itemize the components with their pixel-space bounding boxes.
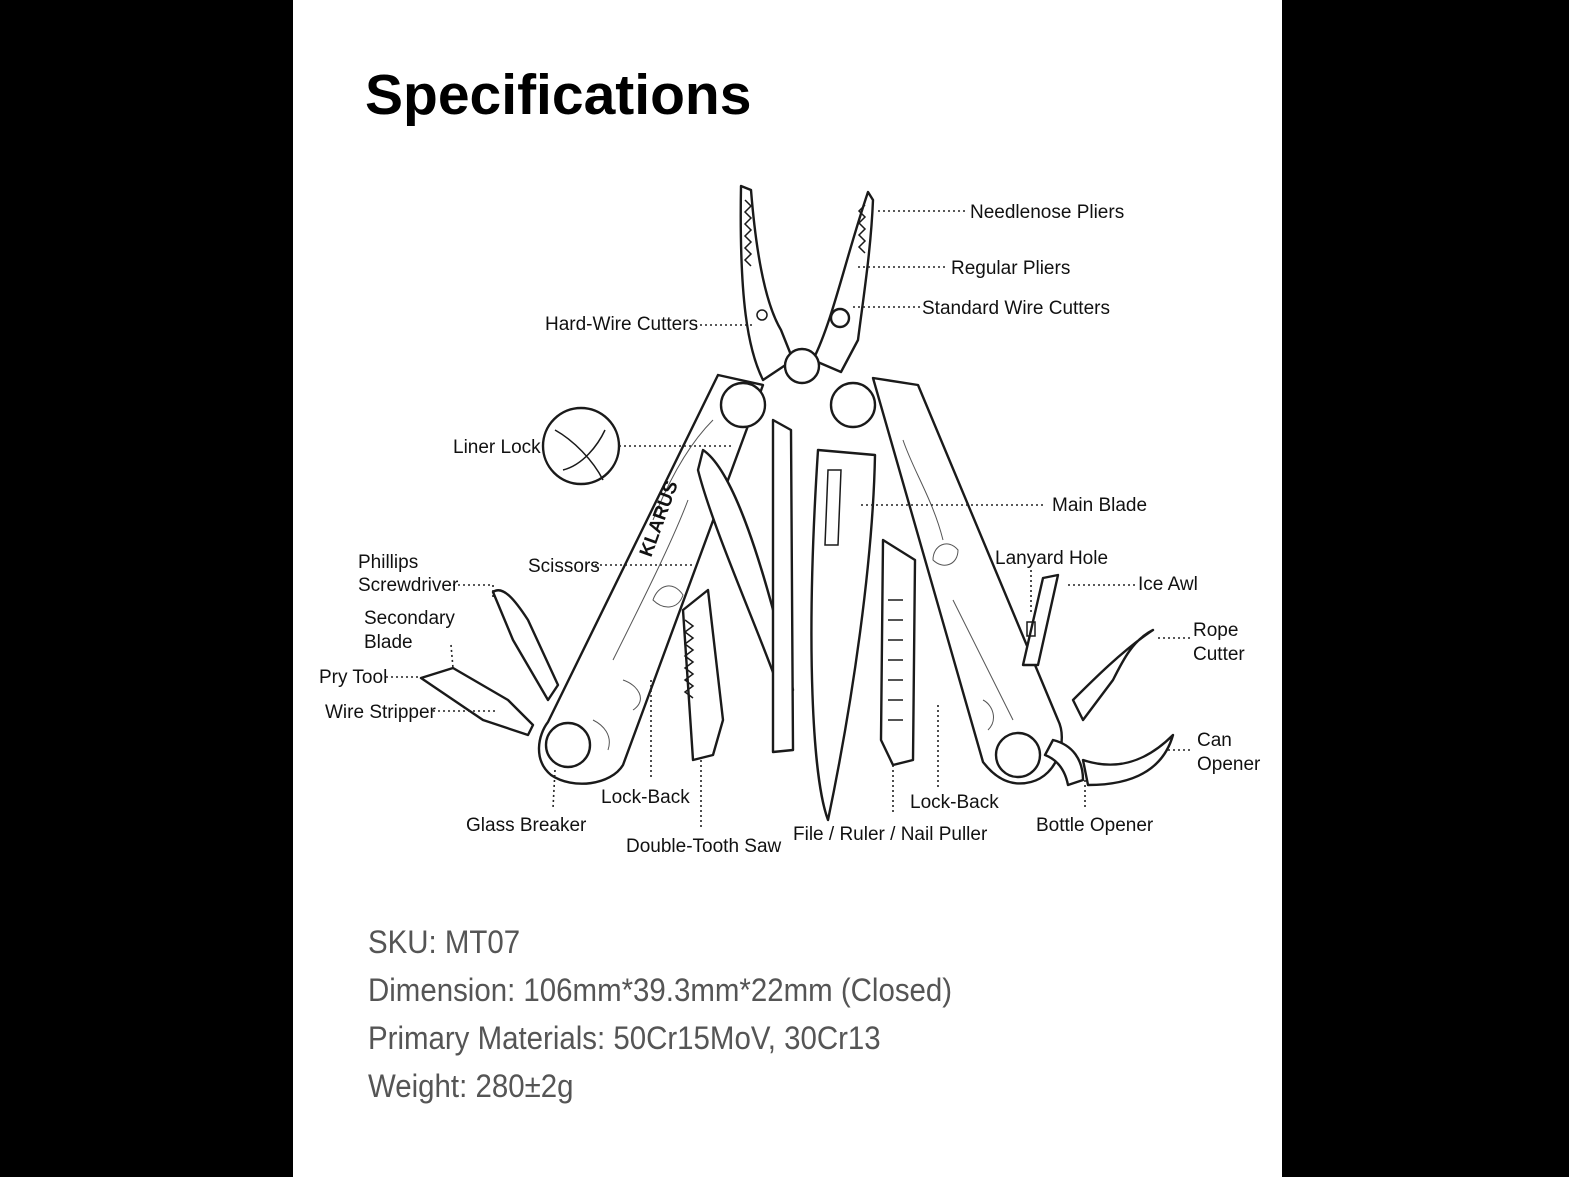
multitool-diagram: [293, 0, 1282, 900]
label-double-tooth-saw: Double-Tooth Saw: [626, 836, 782, 857]
liner-lock-magnifier: [543, 408, 619, 484]
rope-cutter: [1073, 630, 1153, 720]
pry-tool: [421, 668, 533, 735]
spec-weight: Weight: 280±2g: [368, 1068, 574, 1104]
label-secondary-line2: Blade: [364, 632, 413, 653]
label-rope-line1: Rope: [1193, 620, 1239, 641]
label-phillips-line2: Screwdriver: [358, 575, 459, 596]
label-can-line2: Opener: [1197, 754, 1261, 775]
spec-materials: Primary Materials: 50Cr15MoV, 30Cr13: [368, 1020, 881, 1056]
label-ice-awl: Ice Awl: [1138, 574, 1198, 595]
label-liner-lock: Liner Lock: [453, 437, 541, 458]
spec-list: [368, 918, 1003, 1110]
label-standard-wire-cutters: Standard Wire Cutters: [922, 298, 1110, 319]
label-scissors: Scissors: [528, 556, 600, 577]
page-title: Specifications: [365, 63, 752, 127]
file-blade: [881, 540, 915, 765]
label-lock-back-right: Lock-Back: [910, 792, 999, 813]
label-regular-pliers: Regular Pliers: [951, 258, 1071, 279]
label-bottle-opener: Bottle Opener: [1036, 815, 1154, 836]
label-secondary-line1: Secondary: [364, 608, 455, 629]
main-blade: [811, 450, 875, 820]
label-main-blade: Main Blade: [1052, 495, 1148, 516]
label-lock-back-left: Lock-Back: [601, 787, 690, 808]
label-phillips-line1: Phillips: [358, 552, 419, 573]
label-pry-tool: Pry Tool: [319, 667, 388, 688]
label-can-line1: Can: [1197, 730, 1232, 751]
spec-sku: SKU: MT07: [368, 924, 521, 960]
saw-blade: [683, 590, 723, 760]
label-hard-wire-cutters: Hard-Wire Cutters: [545, 314, 699, 335]
ice-awl: [1023, 575, 1058, 665]
spec-dimension: Dimension: 106mm*39.3mm*22mm (Closed): [368, 972, 953, 1008]
brand-mark: KLARUS: [635, 478, 683, 560]
phillips-driver: [493, 590, 558, 700]
label-wire-stripper: Wire Stripper: [325, 702, 436, 723]
label-needlenose-pliers: Needlenose Pliers: [970, 202, 1125, 223]
label-file-ruler-nail-puller: File / Ruler / Nail Puller: [793, 824, 988, 845]
label-rope-line2: Cutter: [1193, 644, 1245, 665]
label-lanyard-hole: Lanyard Hole: [995, 548, 1109, 569]
can-opener: [1083, 735, 1173, 785]
spec-panel: [293, 0, 1282, 1177]
label-glass-breaker: Glass Breaker: [466, 815, 587, 836]
